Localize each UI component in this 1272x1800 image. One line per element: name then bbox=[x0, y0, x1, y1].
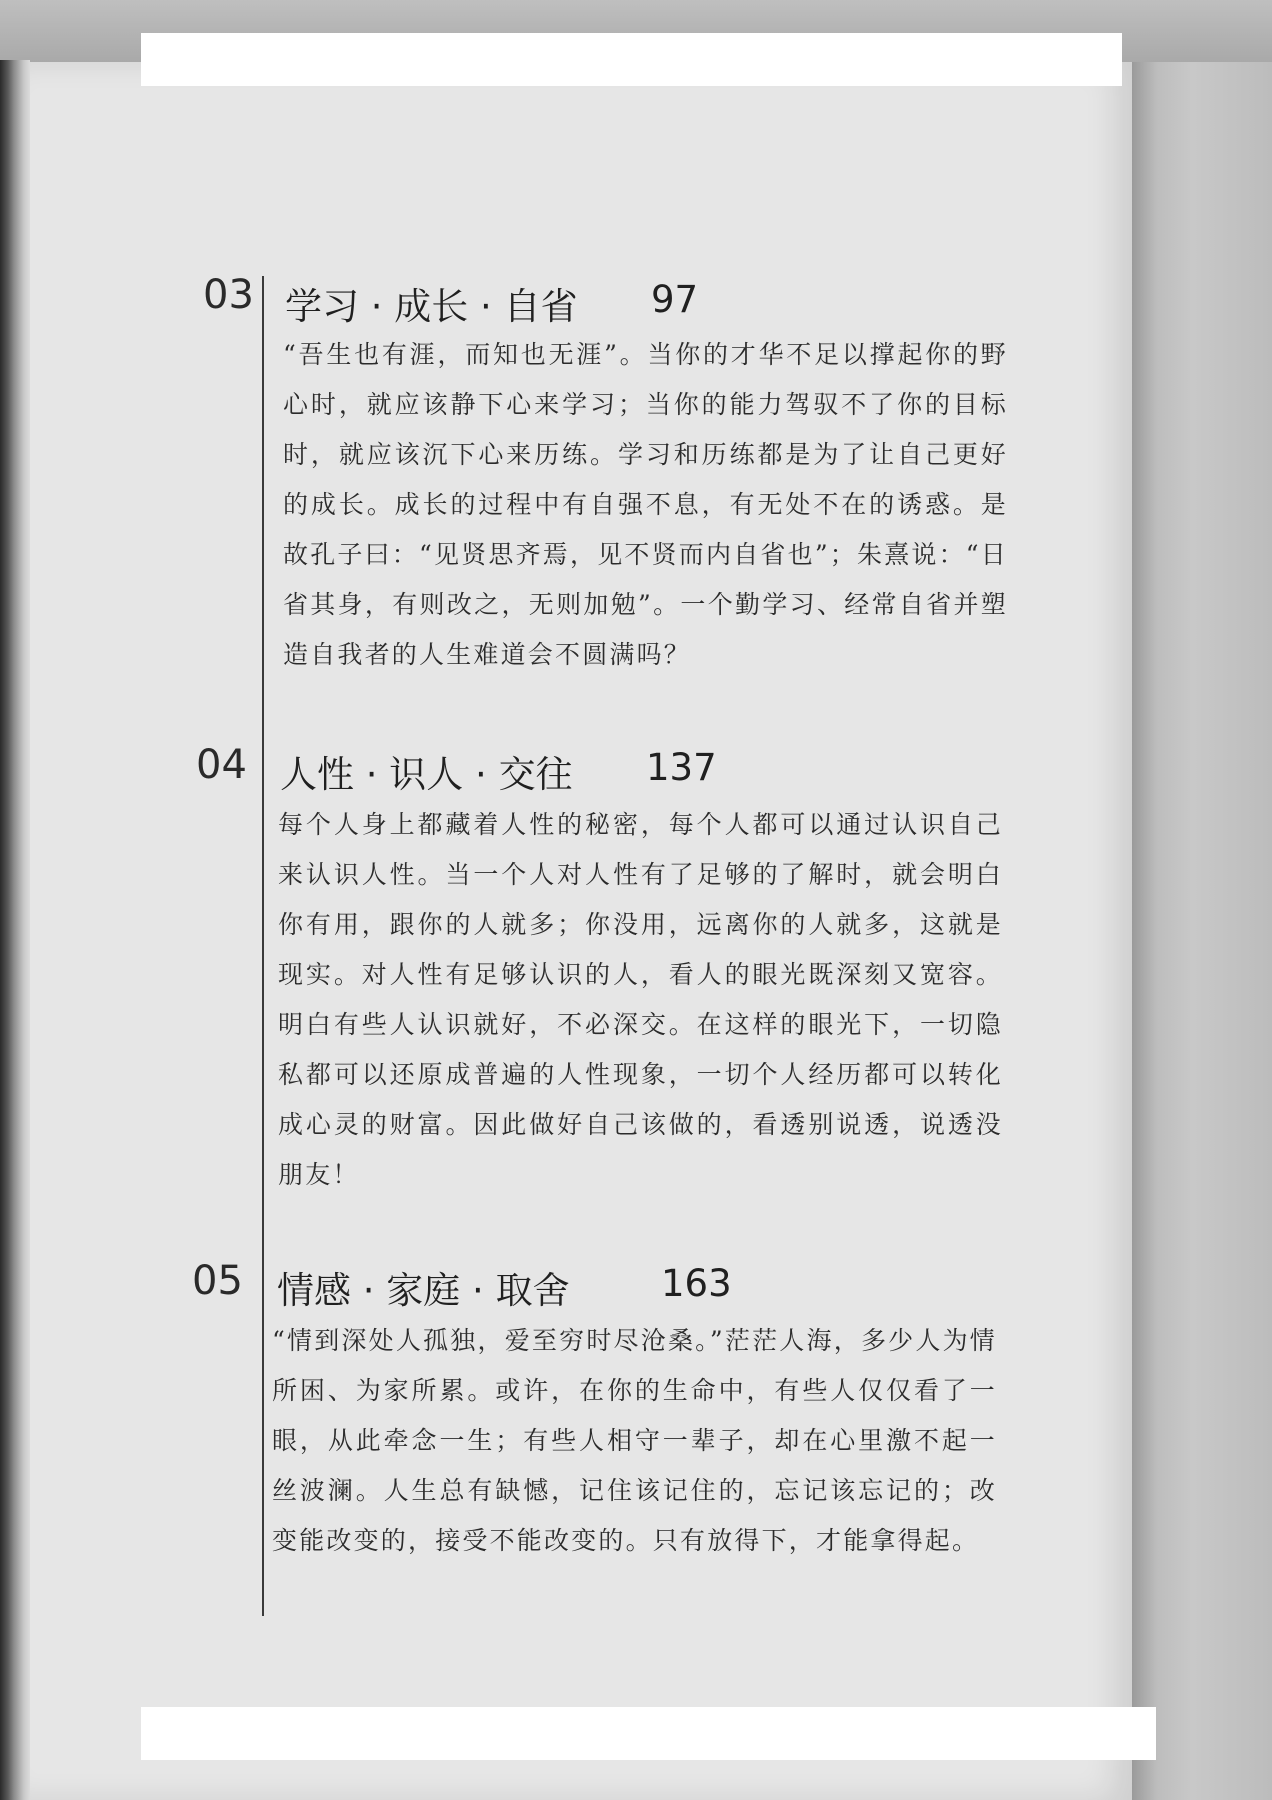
section-description: 每个人身上都藏着人性的秘密，每个人都可以通过认识自己来认识人性。当一个人对人性有了足够的了解时，就会明白你有用，跟你的人就多；你没用，远离你的人就多，这就是现实。对人性有足够认识的人，看人的眼光既深刻又宽容。明白有些人认识就好，不必深交。在这样的眼光下，一切隐私都可以还原成普遍的人性现象，一切个人经历都可以转化成心灵的财富。因此做好自己该做的，看透别说透，说透没朋友！ bbox=[278, 810, 1003, 1189]
section-description: “情到深处人孤独，爱至穷时尽沧桑。”茫茫人海，多少人为情所困、为家所累。或许，在你的生命中，有些人仅仅看了一眼，从此牵念一生；有些人相守一辈子，却在心里激不起一丝波澜。人生总有缺憾，记住该记住的，忘记该忘记的；改变能改变的，接受不能改变的。只有放得下，才能拿得起。 bbox=[272, 1326, 997, 1555]
redaction-bar-bottom bbox=[141, 1707, 1156, 1760]
section-number: 04 bbox=[196, 742, 247, 788]
redaction-bar-top bbox=[141, 33, 1122, 86]
page-edge-shadow bbox=[1132, 62, 1272, 1800]
section-title: 学习 · 成长 · 自省 bbox=[285, 285, 578, 328]
section-number: 05 bbox=[192, 1258, 243, 1304]
section-title: 情感 · 家庭 · 取舍 bbox=[277, 1269, 570, 1312]
book-binding bbox=[0, 60, 30, 1800]
section-title: 人性 · 识人 · 交往 bbox=[280, 753, 573, 796]
section-description: “吾生也有涯，而知也无涯”。当你的才华不足以撑起你的野心时，就应该静下心来学习；当你的能力驾驭不了你的目标时，就应该沉下心来历练。学习和历练都是为了让自己更好的成长。成长的过程中有自强不息，有无处不在的诱惑。是故孔子曰：“见贤思齐焉，见不贤而内自省也”；朱熹说：“日省其身，有则改之，无则加勉”。一个勤学习、经常自省并塑造自我者的人生难道会不圆满吗？ bbox=[283, 340, 1008, 669]
section-page-number: 137 bbox=[646, 746, 717, 789]
vertical-rule bbox=[262, 276, 264, 1616]
section-page-number: 97 bbox=[651, 278, 699, 321]
section-number: 03 bbox=[203, 272, 254, 318]
section-page-number: 163 bbox=[661, 1262, 732, 1305]
